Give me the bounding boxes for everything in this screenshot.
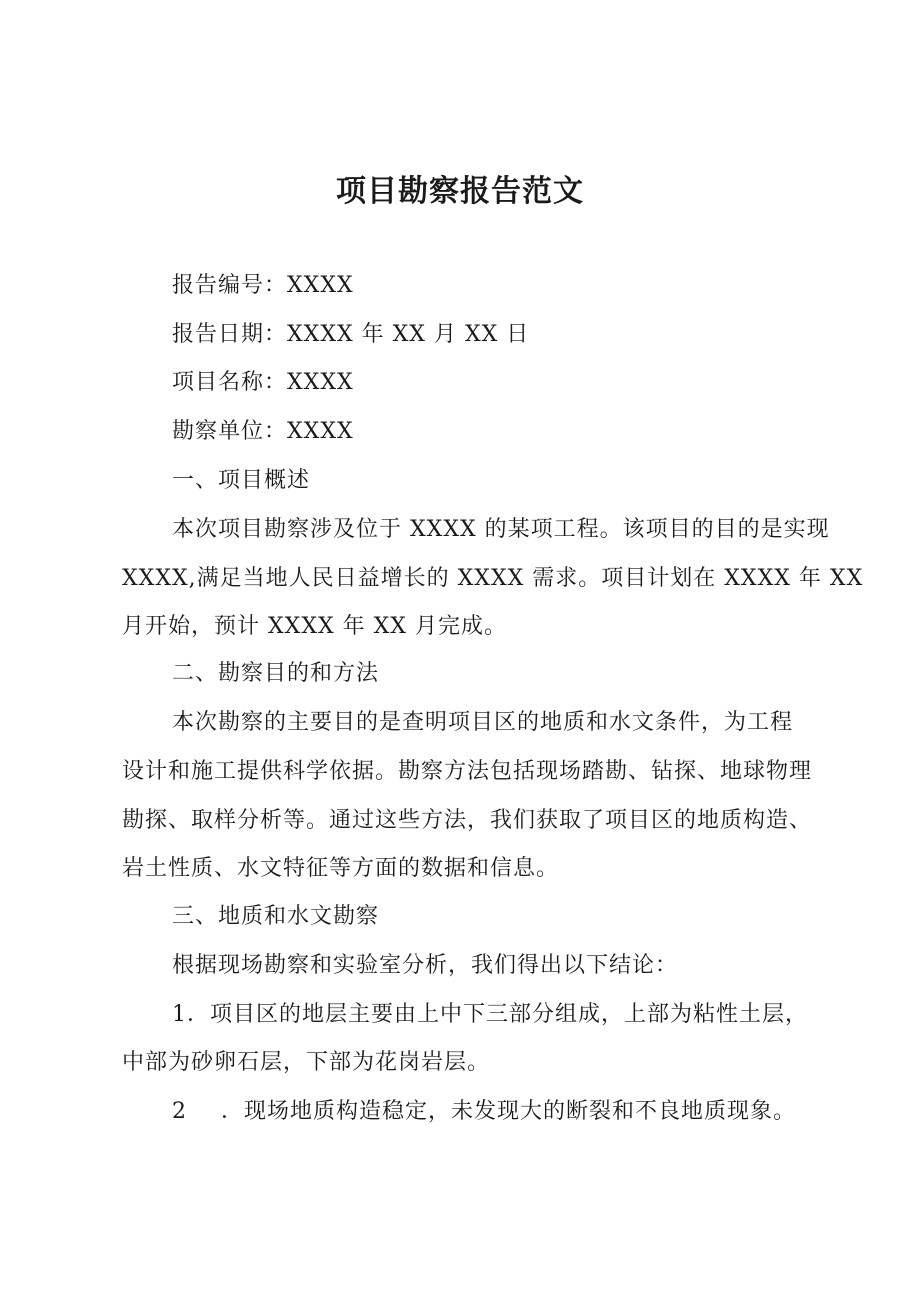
paragraph-line: 设计和施工提供科学依据。勘察方法包括现场踏勘、钻探、地球物理 [122, 759, 813, 784]
paragraph-line: 勘探、取样分析等。通过这些方法，我们获取了项目区的地质构造、 [122, 808, 813, 833]
report-date: 报告日期：XXXX 年 XX 月 XX 日 [172, 322, 530, 347]
paragraph-line: 月开始，预计 XXXX 年 XX 月完成。 [122, 614, 507, 639]
section-heading-geology-hydrology: 三、地质和水文勘察 [172, 904, 380, 929]
list-item-text: ．现场地质构造稳定，未发现大的断裂和不良地质现象。 [221, 1099, 797, 1124]
section-heading-purpose-methods: 二、勘察目的和方法 [172, 661, 380, 686]
list-item-line: 1．项目区的地层主要由上中下三部分组成，上部为粘性土层， [172, 1002, 808, 1027]
paragraph-line: 根据现场勘察和实验室分析，我们得出以下结论： [172, 953, 679, 978]
paragraph-line: 岩土性质、水文特征等方面的数据和信息。 [122, 856, 560, 881]
survey-unit: 勘察单位：XXXX [172, 419, 354, 444]
list-item-number: 2 [172, 1099, 187, 1124]
list-item-line: 中部为砂卵石层，下部为花岗岩层。 [122, 1050, 491, 1075]
section-heading-overview: 一、项目概述 [172, 468, 311, 493]
paragraph-line: 本次项目勘察涉及位于 XXXX 的某项工程。该项目的目的是实现 [172, 517, 830, 542]
document-title: 项目勘察报告范文 [336, 174, 584, 209]
paragraph-line: 本次勘察的主要目的是查明项目区的地质和水文条件，为工程 [172, 710, 794, 735]
list-item-2 [172, 1094, 796, 1125]
report-number: 报告编号：XXXX [172, 273, 354, 298]
paragraph-line: XXXX,满足当地人民日益增长的 XXXX 需求。项目计划在 XXXX 年 XX [122, 566, 864, 591]
project-name: 项目名称：XXXX [172, 370, 354, 395]
